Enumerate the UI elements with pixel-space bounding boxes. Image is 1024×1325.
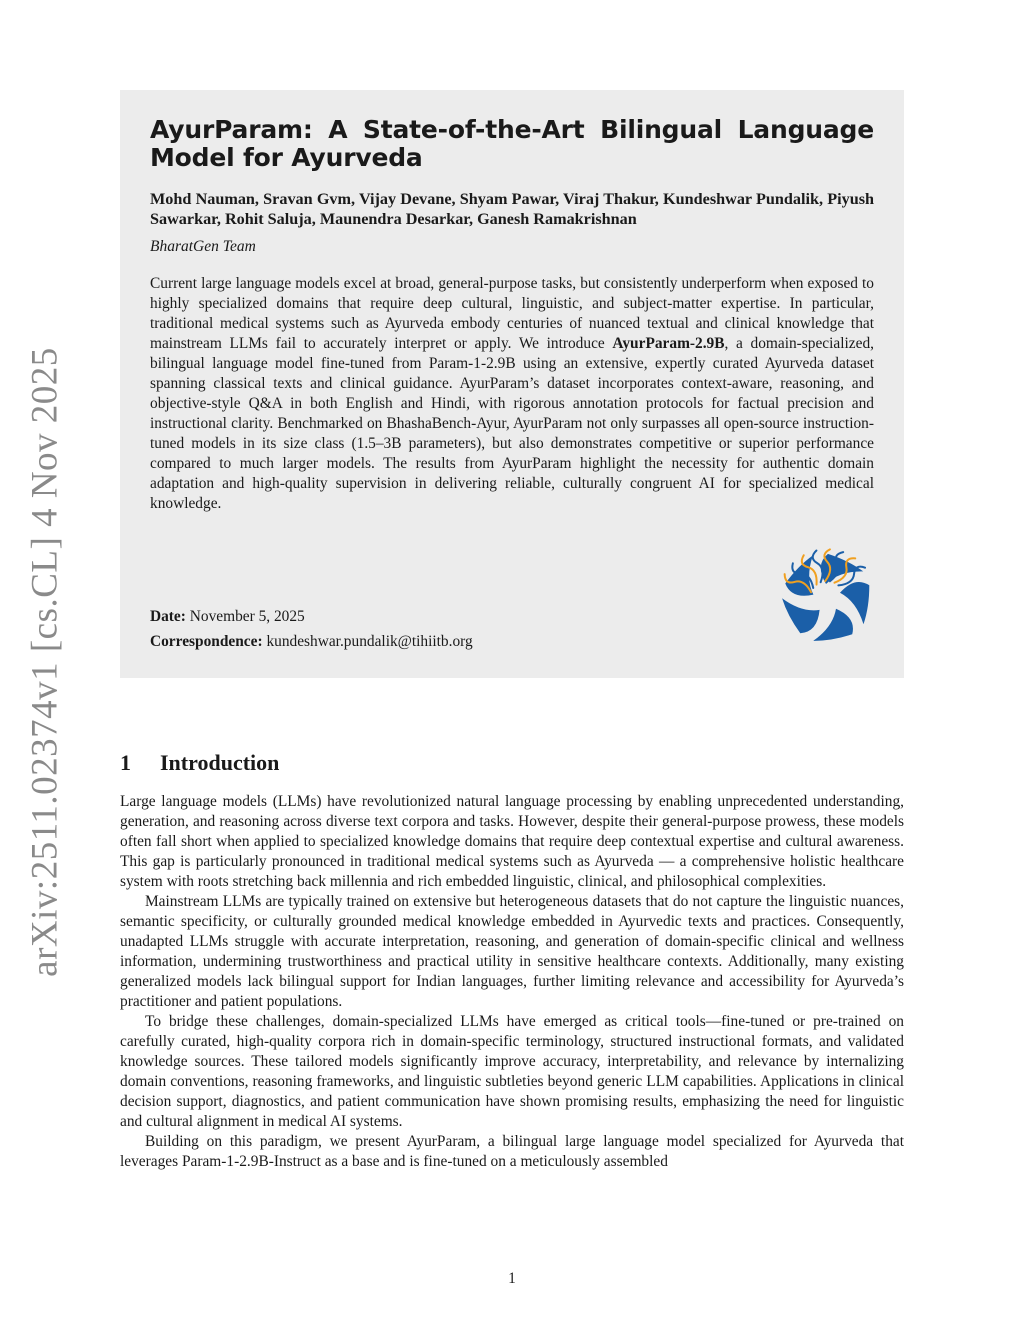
author-list: Mohd Nauman, Sravan Gvm, Vijay Devane, Shyam Pawar, Viraj Thakur, Kundeshwar Pundalik, Piyush Sawarkar, Rohit Saluja, Maunendra Desarkar, Ganesh Ramakrishnan [150,190,874,228]
logo-blade [777,590,823,638]
section-number: 1 [120,750,131,775]
paper-title: AyurParam: A State-of-the-Art Bilingual Language Model for Ayurveda [150,115,874,172]
correspondence-label: Correspondence: [150,633,263,650]
abstract-text-after: , a domain-specialized, bilingual language model fine-tuned from Param-1-2.9B using an extensive, expertly curated Ayurveda dataset spanning classical texts and clinical guidance. AyurParam’s dataset incorporates context-aware, reasoning, and objective-style Q&A in both English and Hindi, with rigorous annotation protocols for factual precision and instructional clarity. Benchmarked on BhashaBench-Ayur, AyurParam not only surpasses all open-source instruction-tuned models in its size class (1.5–3B parameters), but also demonstrates competitive or superior performance compared to much larger models. The results from AyurParam highlight the necessity for authentic domain adaptation and high-quality supervision in delivering reliable, culturally congruent AI for specialized medical knowledge. [150,335,874,512]
team-name: BharatGen Team [150,238,256,255]
date-line [150,604,473,629]
title-block [120,90,904,678]
paragraph: Large language models (LLMs) have revolutionized natural language processing by enabling unprecedented understanding, generation, and reasoning across diverse text corpora and tasks. However, despite their general-purpose prowess, these models often fall short when applied to specialized knowledge domains that require deep contextual expertise and cultural awareness. This gap is particularly pronounced in traditional medical systems such as Ayurveda — a comprehensive holistic healthcare system with roots stretching back millennia and rich embedded linguistic, clinical, and philosophical complexities. [120,793,904,890]
page-number: 1 [508,1270,516,1287]
introduction-body [120,792,904,1172]
arxiv-identifier: arXiv:2511.02374v1 [cs.CL] 4 Nov 2025 [24,347,66,977]
bharatgen-logo-icon [777,548,877,648]
abstract [150,274,874,514]
correspondence-email: kundeshwar.pundalik@tihiitb.org [266,633,473,650]
abstract-text-before: Current large language models excel at broad, general-purpose tasks, but consistently underperform when exposed to highly specialized domains that require deep cultural, linguistic, and subject-matter expertise. In particular, traditional medical systems such as Ayurveda embody centuries of nuanced textual and clinical knowledge that mainstream LLMs fail to accurately interpret or apply. We introduce [150,275,874,352]
abstract-model-name: AyurParam-2.9B [612,335,725,352]
section-heading-introduction [120,748,279,778]
correspondence-line [150,629,473,654]
paragraph: Building on this paradigm, we present AyurParam, a bilingual large language model specialized for Ayurveda that leverages Param-1-2.9B-Instruct as a base and is fine-tuned on a meticulously assembled [120,1133,904,1170]
paper-metadata [150,604,473,654]
section-title: Introduction [160,750,280,775]
date-label: Date: [150,608,186,625]
date-value: November 5, 2025 [189,608,305,625]
paragraph: Mainstream LLMs are typically trained on extensive but heterogeneous datasets that do not capture the linguistic nuances, semantic specificity, or culturally grounded medical knowledge embedded in Ayurvedic texts and practices. Consequently, unadapted LLMs struggle with accurate interpretation, reasoning, and generation of domain-specific clinical and wellness information, undermining trustworthiness and practical utility in sensitive healthcare contexts. Additionally, many existing generalized models lack bilingual support for Indian languages, further limiting relevance and accessibility for Ayurveda’s practitioner and patient populations. [120,893,904,1010]
paragraph: To bridge these challenges, domain-specialized LLMs have emerged as critical tools—fine-tuned or pre-trained on carefully curated, high-quality corpora rich in domain-specific terminology, structured instructional formats, and validated knowledge sources. These tailored models significantly improve accuracy, interpretability, and relevance by internalizing domain conventions, reasoning frameworks, and linguistic subtleties beyond generic LLM capabilities. Applications in clinical decision support, diagnostics, and patient communication have shown promising results, emphasizing the need for linguistic and cultural alignment in medical AI systems. [120,1013,904,1130]
